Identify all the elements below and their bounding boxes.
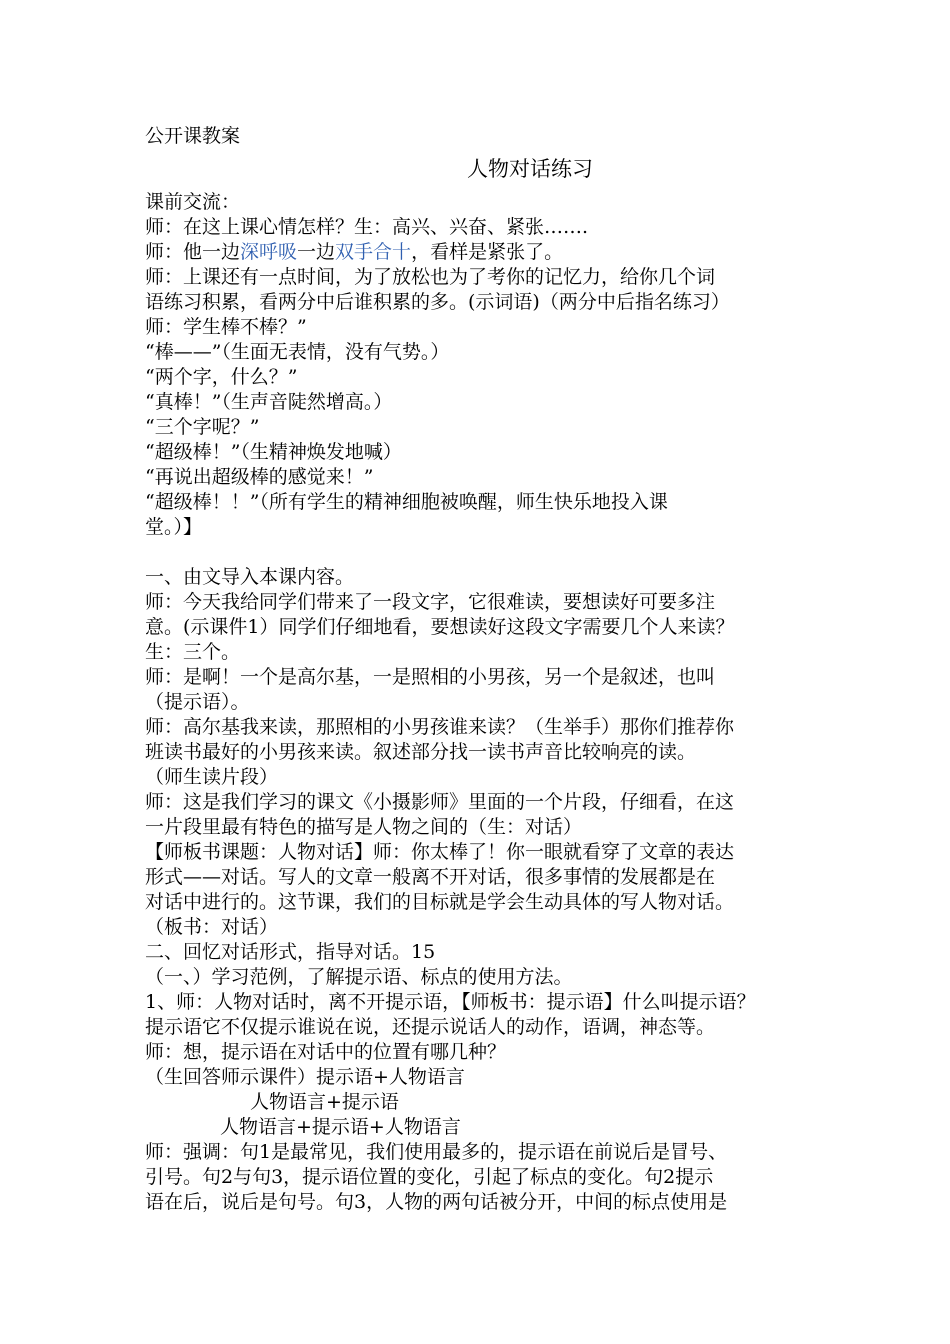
paragraph-line: （生回答师示课件）提示语+人物语言 [145, 1066, 465, 1088]
text-run: ，看样是紧张了。 [411, 241, 564, 263]
section-heading: 二、回忆对话形式，指导对话。15 [145, 941, 436, 963]
blank-line [145, 540, 815, 565]
document-header: 公开课教案 [145, 125, 241, 147]
paragraph-line: “再说出超级棒的感觉来！” [145, 466, 374, 488]
highlighted-text: 双手合十 [335, 241, 412, 263]
paragraph-line: 师：强调：句1是最常见，我们使用最多的，提示语在前说后是冒号、 [145, 1141, 728, 1163]
paragraph-line: 1、师：人物对话时，离不开提示语，【师板书：提示语】什么叫提示语？ [145, 991, 756, 1013]
paragraph-line: （提示语）。 [145, 691, 250, 713]
document-title: 人物对话练习 [467, 157, 593, 181]
paragraph-line: （板书：对话） [145, 916, 279, 938]
paragraph-line: 师：高尔基我来读，那照相的小男孩谁来读？（生举手）那你们推荐你 [145, 716, 735, 738]
paragraph-line: 师：学生棒不棒？” [145, 316, 307, 338]
part1-section [145, 565, 815, 940]
paragraph-line: 对话中进行的。这节课，我们的目标就是学会生动具体的写人物对话。 [145, 891, 735, 913]
paragraph-line: 引号。句2与句3，提示语位置的变化，引起了标点的变化。句2提示 [145, 1166, 714, 1188]
intro-heading: 课前交流： [145, 191, 241, 213]
paragraph-line: （师生读片段） [145, 766, 279, 788]
section-heading: 一、由文导入本课内容。 [145, 566, 355, 588]
paragraph-line: 一片段里最有特色的描写是人物之间的（生：对话） [145, 816, 583, 838]
paragraph-line: “三个字呢？” [145, 416, 260, 438]
paragraph-line: 堂。）】 [145, 516, 203, 538]
paragraph-line: “超级棒！！”（所有学生的精神细胞被唤醒，师生快乐地投入课 [145, 491, 668, 513]
paragraph-line: 师：上课还有一点时间，为了放松也为了考你的记忆力，给你几个词 [145, 266, 716, 288]
paragraph-line: 师：在这上课心情怎样？生：高兴、兴奋、紧张……. [145, 216, 589, 238]
paragraph-line: 意。(示课件1）同学们仔细地看，要想读好这段文字需要几个人来读？ [145, 616, 735, 638]
paragraph-line: （一、）学习范例，了解提示语、标点的使用方法。 [145, 966, 573, 988]
paragraph-line: “棒——”（生面无表情，没有气势。） [145, 341, 450, 363]
text-run: 一边 [297, 241, 336, 263]
paragraph-line: 师：是啊！一个是高尔基，一是照相的小男孩，另一个是叙述，也叫 [145, 666, 716, 688]
paragraph-line: 人物语言+提示语 [250, 1091, 399, 1113]
paragraph-line [145, 240, 815, 265]
paragraph-line: 班读书最好的小男孩来读。叙述部分找一读书声音比较响亮的读。 [145, 741, 697, 763]
paragraph-line: “两个字，什么？” [145, 366, 298, 388]
part2-section [145, 940, 815, 1215]
intro-section [145, 190, 815, 540]
paragraph-line: 师：今天我给同学们带来了一段文字，它很难读，要想读好可要多注 [145, 591, 716, 613]
paragraph-line: 师：这是我们学习的课文《小摄影师》里面的一个片段，仔细看，在这 [145, 791, 735, 813]
paragraph-line: 提示语它不仅提示谁说在说，还提示说话人的动作，语调，神态等。 [145, 1016, 716, 1038]
highlighted-text: 深呼吸 [240, 241, 298, 263]
paragraph-line: 【师板书课题：人物对话】师：你太棒了！你一眼就看穿了文章的表达 [145, 841, 735, 863]
paragraph-line: 语练习积累，看两分中后谁积累的多。(示词语)（两分中后指名练习） [145, 291, 730, 313]
paragraph-line: “超级棒！”（生精神焕发地喊） [145, 441, 402, 463]
text-run: 师：他一边 [145, 241, 241, 263]
paragraph-line: “真棒！”（生声音陡然增高。） [145, 391, 393, 413]
paragraph-line: 生：三个。 [145, 641, 241, 663]
paragraph-line: 人物语言+提示语+人物语言 [220, 1116, 461, 1138]
document-page [145, 124, 815, 1215]
paragraph-line: 语在后，说后是句号。句3，人物的两句话被分开，中间的标点使用是 [145, 1191, 728, 1213]
paragraph-line: 师：想，提示语在对话中的位置有哪几种？ [145, 1041, 507, 1063]
paragraph-line: 形式——对话。写人的文章一般离不开对话，很多事情的发展都是在 [145, 866, 716, 888]
